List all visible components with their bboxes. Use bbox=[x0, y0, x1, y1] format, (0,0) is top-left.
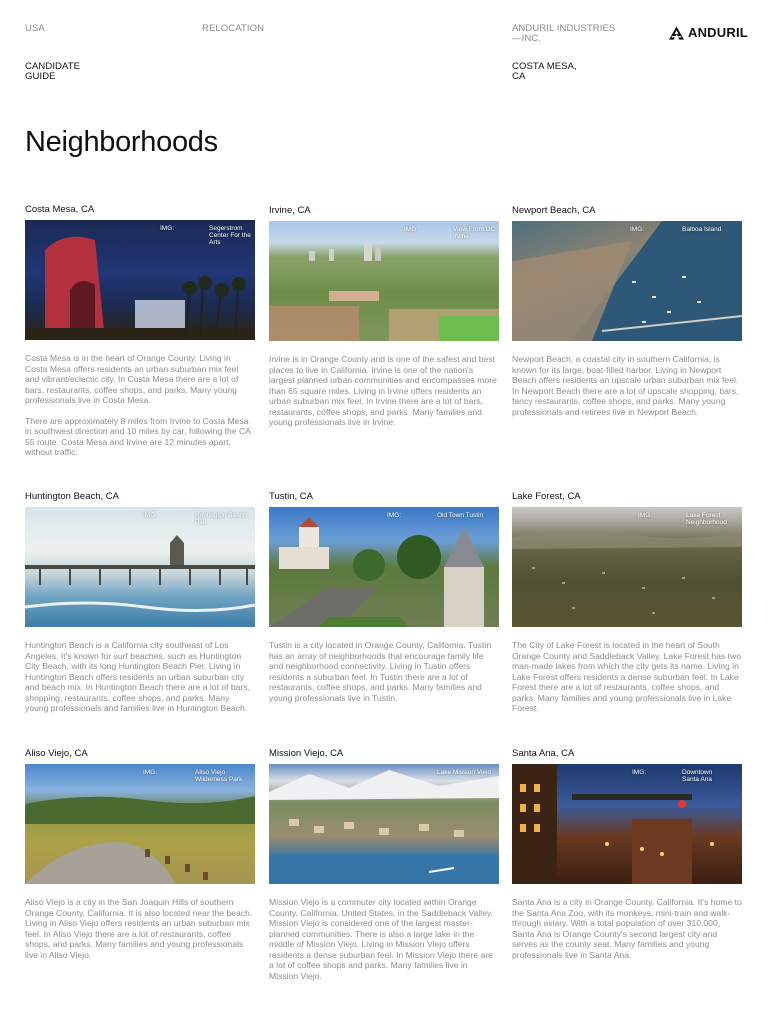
image-tag: IMG: bbox=[160, 225, 175, 232]
neighborhood-city: Santa Ana, CA bbox=[512, 748, 575, 759]
neighborhood-photo bbox=[25, 764, 255, 884]
description-paragraph: There are approximately 8 miles from Irvine to Costa Mesa in southwest direction and 10 miles by car, following the CA 55 route. Costa Mesa and Irvine are 12 minutes apart, without traffic. bbox=[25, 415, 251, 457]
image-tag: IMG: bbox=[143, 769, 158, 776]
image-caption: Old Town Tustin bbox=[437, 512, 484, 519]
neighborhood-description bbox=[25, 897, 255, 960]
anduril-logo-text: ANDURIL bbox=[688, 25, 748, 40]
neighborhood-description bbox=[269, 897, 499, 981]
neighborhood-card-newport-beach bbox=[512, 205, 742, 417]
header-location: COSTA MESA, CA bbox=[512, 61, 577, 82]
neighborhood-description bbox=[25, 353, 255, 458]
neighborhood-city: Tustin, CA bbox=[269, 491, 313, 502]
description-paragraph: Newport Beach, a coastal city in southern California, is known for its large, boat-filled harbor. Living in Newport Beach offers residents an upscale urban suburban mix feel. In Newport Beach there are a lot of upscale shopping, bars, fancy restaurants, coffee shops, and parks. Many young professionals and retirees live in Newport Beach. bbox=[512, 354, 739, 417]
anduril-logo-icon bbox=[669, 26, 684, 40]
image-caption: View From UC Irvine bbox=[453, 226, 496, 240]
neighborhood-description bbox=[25, 640, 255, 714]
image-tag: IMG: bbox=[632, 769, 647, 776]
header-doc-type: RELOCATION bbox=[202, 23, 265, 34]
neighborhood-card-irvine bbox=[269, 205, 499, 428]
neighborhood-card-aliso-viejo bbox=[25, 748, 255, 960]
image-caption: Downtown Santa Ana bbox=[682, 769, 713, 783]
image-caption: Lake Mission Viejo bbox=[437, 769, 492, 776]
image-caption: Balboa Island bbox=[682, 226, 722, 233]
description-paragraph: Costa Mesa is in the heart of Orange County. Living in Costa Mesa offers residents an urban suburban mix feel and vibrant/eclectic city. In Costa Mesa there are a lot of bars, restaurants, coffee shops, and parks. Many young professionals live in Costa Mesa. bbox=[25, 353, 239, 405]
neighborhood-description bbox=[512, 354, 742, 417]
neighborhood-photo bbox=[25, 507, 255, 627]
neighborhood-photo bbox=[269, 507, 499, 627]
image-tag: IMG: bbox=[630, 226, 645, 233]
image-caption: Segerstrom Center For the Arts bbox=[209, 225, 251, 246]
neighborhood-card-santa-ana bbox=[512, 748, 742, 960]
header-company: ANDURIL INDUSTRIES —INC. bbox=[512, 23, 616, 44]
photo-illustration bbox=[269, 507, 499, 627]
neighborhood-city: Irvine, CA bbox=[269, 205, 311, 216]
photo-illustration bbox=[512, 221, 742, 341]
description-paragraph: Santa Ana is a city in Orange County, California. It's home to the Santa Ana Zoo, with its monkeys, mini-train and walk-through aviary. With a total population of over 310,000, Santa Ana is Orange County's second largest city and serves as the county seat. Many families and young professionals live in Santa Ana. bbox=[512, 897, 742, 960]
neighborhood-photo bbox=[512, 507, 742, 627]
image-tag: IMG: bbox=[143, 512, 158, 519]
neighborhood-photo bbox=[25, 220, 255, 340]
description-paragraph: The City of Lake Forest is located in the heart of South Orange County and Saddleback Valley. Lake Forest has two man-made lakes from which the city gets its name. Living in Lake Forest offers residents a dense suburban feel. In Lake Forest there are a lot of restaurants, coffee shops, and parks. Many families and young professionals live in Lake Forest. bbox=[512, 640, 741, 713]
neighborhood-photo bbox=[269, 764, 499, 884]
neighborhood-description bbox=[269, 354, 499, 428]
neighborhood-city: Aliso Viejo, CA bbox=[25, 748, 88, 759]
neighborhood-photo bbox=[512, 764, 742, 884]
neighborhood-card-lake-forest bbox=[512, 491, 742, 714]
neighborhood-card-huntington-beach bbox=[25, 491, 255, 714]
neighborhood-card-costa-mesa bbox=[25, 204, 255, 458]
neighborhood-description bbox=[512, 640, 742, 714]
header-country: USA bbox=[25, 23, 45, 34]
image-caption: Lake Forest Neighborhood bbox=[686, 512, 727, 526]
neighborhood-description bbox=[512, 897, 742, 960]
neighborhood-city: Newport Beach, CA bbox=[512, 205, 596, 216]
description-paragraph: Irvine is in Orange County and is one of the safest and best places to live in California. Irvine is one of the nation's largest planned urban communities and encompasses more than 65 square miles. Living in Irvine offers residents an urban suburban mix feel. In Irvine there are a lot of bars, restaurants, coffee shops, and parks. Many families and young professionals live in Irvine. bbox=[269, 354, 497, 427]
anduril-logo bbox=[669, 25, 748, 40]
image-tag: IMG: bbox=[638, 512, 653, 519]
header-guide: CANDIDATE GUIDE bbox=[25, 61, 81, 82]
image-tag: IMG: bbox=[387, 512, 402, 519]
neighborhood-city: Huntington Beach, CA bbox=[25, 491, 120, 502]
image-caption: Huntington Beach Pier bbox=[195, 512, 247, 526]
neighborhood-photo bbox=[512, 221, 742, 341]
neighborhood-city: Lake Forest, CA bbox=[512, 491, 581, 502]
neighborhood-city: Mission Viejo, CA bbox=[269, 748, 344, 759]
photo-illustration bbox=[269, 764, 499, 884]
neighborhood-photo bbox=[269, 221, 499, 341]
neighborhood-city: Costa Mesa, CA bbox=[25, 204, 95, 215]
neighborhood-card-mission-viejo bbox=[269, 748, 499, 981]
description-paragraph: Huntington Beach is a California city southeast of Los Angeles. It's known for surf beaches, such as Huntington City Beach, with its long Huntington Beach Pier. Living in Huntington Beach offers residents an urban suburban city and beach mix. In Huntington Beach there are a lot of bars, shopping, restaurants, coffee shops, and parks. Many young professionals and families live in Huntington Beach. bbox=[25, 640, 251, 713]
description-paragraph: Tustin is a city located in Orange County, California. Tustin has an array of neighborhoods that encourage family life and neighborhood connectivity. Living in Tustin offers residents a suburban feel. In Tustin there are a lot of restaurants, coffee shops, and parks. Many families and young professionals live in Tustin. bbox=[269, 640, 492, 703]
neighborhood-description bbox=[269, 640, 499, 703]
page-title: Neighborhoods bbox=[25, 126, 218, 158]
neighborhood-card-tustin bbox=[269, 491, 499, 703]
description-paragraph: Mission Viejo is a commuter city located within Orange County, California, United States, in the Saddleback Valley. Mission Viejo is considered one of the largest master-planned communities. There is also a large lake in the middle of Mission Viejo. Living in Mission Viejo offers residents a dense suburban feel. In Mission Viejo there are a lot of coffee shops and parks. Many families live in Mission Viejo. bbox=[269, 897, 494, 981]
image-caption: Aliso Viejo Wilderness Park bbox=[195, 769, 243, 783]
image-tag: IMG: bbox=[404, 226, 419, 233]
description-paragraph: Aliso Viejo is a city in the San Joaquin Hills of southern Orange County, California. It is also located near the beach. Living in Aliso Viejo offers residents an urban suburban mix feel. In Aliso Viejo there are a lot of restaurants, coffee shops, and parks. Many families and young professionals live in Aliso Viejo. bbox=[25, 897, 253, 960]
